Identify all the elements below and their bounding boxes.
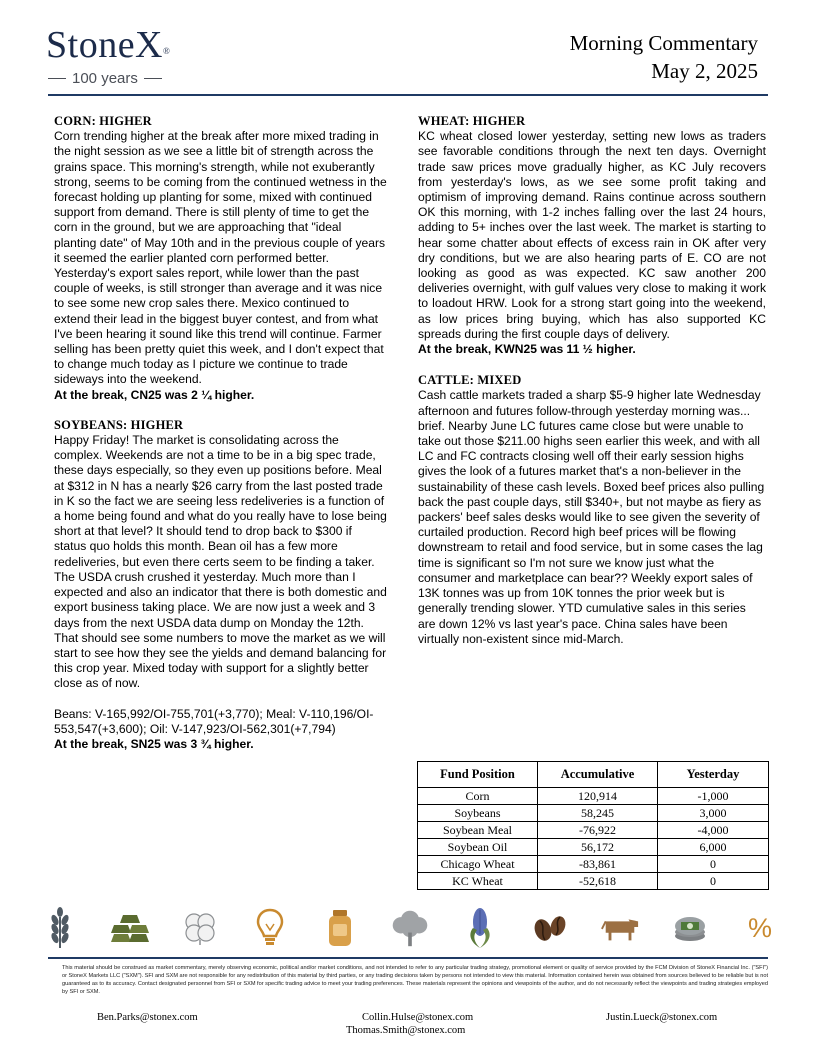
accumulative-cell: 58,245 [538, 805, 658, 822]
table-row [418, 856, 769, 873]
document-header [570, 29, 758, 85]
yesterday-cell: 3,000 [658, 805, 769, 822]
percent-icon: % [747, 912, 772, 943]
yesterday-cell: 0 [658, 856, 769, 873]
corn-cob-icon [460, 906, 500, 950]
accumulative-cell: -76,922 [538, 822, 658, 839]
fund-name-cell: Corn [418, 788, 538, 805]
table-row [418, 873, 769, 890]
cow-icon [600, 906, 640, 950]
accumulative-cell: -52,618 [538, 873, 658, 890]
soybeans-positions: Beans: V-165,992/OI-755,701(+3,770); Meal: V-110,196/OI-553,547(+3,600); Oil: V-147,923/OI-562,301(+7,794) [54, 706, 374, 736]
contact-email: Collin.Hulse@stonex.com [362, 1012, 474, 1023]
soybeans-break-price: At the break, SN25 was 3 ¾ higher. [54, 736, 254, 751]
yesterday-cell: 6,000 [658, 839, 769, 856]
soybeans-heading: SOYBEANS: HIGHER [54, 417, 184, 432]
contact-email: Justin.Lueck@stonex.com [606, 1012, 718, 1023]
fund-name-cell: Soybean Oil [418, 839, 538, 856]
table-row [418, 822, 769, 839]
left-column [54, 114, 387, 752]
accumulative-cell: -83,861 [538, 856, 658, 873]
column-header: Accumulative [538, 762, 658, 788]
commodity-icon-strip [40, 905, 780, 951]
right-column [418, 114, 766, 647]
corn-heading: CORN: HIGHER [54, 114, 152, 128]
registered-mark: ® [163, 46, 171, 56]
fund-position-table [417, 761, 769, 890]
table-header-row [418, 762, 769, 788]
cotton-boll-icon [180, 906, 220, 950]
footer-divider [48, 957, 768, 959]
yesterday-cell: 0 [658, 873, 769, 890]
cattle-heading: CATTLE: MIXED [418, 373, 522, 388]
cattle-commentary: Cash cattle markets traded a sharp $5-9 higher late Wednesday afternoon and futures follow-through yesterday morning was... brief. Nearby June LC futures came close but were unable to take out those $211.00 highs seen earlier this week, and with all LC and FC contracts closing well off their early session highs gives the look of a futures market that's a non-believer in the sustainability of these cash levels. Boxed beef prices also pulling back the past couple days, still $340+, but not maybe as fiery as packers' beef sales desks would like to see given the severity of curtailed production. Record high beef prices will be flowing downstream to retail and food service, but in some cases the lag time is significant so I'm not sure we know just what the consumer and marketplace can bear?? Weekly export sales of 13K tonnes was up from 10K tonnes the prior week but is generally trending slower. YTD cumulative sales in this series are down 12% vs last year's pace. China sales have been virtually non-existent since mid-March. [418, 388, 765, 646]
accumulative-cell: 120,914 [538, 788, 658, 805]
fund-name-cell: Soybean Meal [418, 822, 538, 839]
tree-icon [390, 906, 430, 950]
table-row [418, 805, 769, 822]
gold-bars-icon [110, 906, 150, 950]
logo-years-text: 100 years [72, 70, 138, 87]
legal-disclaimer: This material should be construed as market commentary, merely observing economic, political and/or market conditions, and not intended to refer to any particular trading strategy, promotional element or quality of service provided by the FCM Division of StoneX Financial Inc. ("SFI") or StoneX Markets LLC ("SXM"). SFI and SXM are not responsible for any redistribution of this material by third parties, or any trading decisions taken by persons not intended to view this material. Information contained herein was obtained from sources believed to be reliable but is not guaranteed as to its accuracy. Contact designated personnel from SFI or SXM for specific trading advice to meet your trading preferences. These materials represent the opinions and viewpoints of the author, and do not necessarily reflect the viewpoints and trading strategies employed by SFI or SXM. [62, 965, 768, 995]
yesterday-cell: -4,000 [658, 822, 769, 839]
contact-email: Ben.Parks@stonex.com [97, 1012, 198, 1023]
stonex-logo [46, 26, 196, 87]
document-title: Morning Commentary [569, 31, 758, 55]
yesterday-cell: -1,000 [658, 788, 769, 805]
logo-wordmark: StoneX® [46, 24, 171, 66]
accumulative-cell: 56,172 [538, 839, 658, 856]
soybeans-commentary: Happy Friday! The market is consolidating across the complex. Weekends are not a time to be in a big spec trade, these days especially, so they even up positions before. Meal at $312 in N has a nearly $26 carry from the last posted trade in K so the fact we are seeing less redeliveries is a function of a home being found and what do you really have to lose being short at that level? It should tend to drop back to $300 if status quo holds this month. Bean oil has a few more redeliveries, but even there certs seem to be finding a taker. The USDA crush crushed it yesterday. Much more than I expected and also an indicator that there is both domestic and export business taking place. We are now just a week and 3 days from the next USDA data dump on Monday the 12th. That should see some numbers to move the market as we will start to see how they see the yields and demand balancing for this crop year. Mixed today with support for a slightly better close as of now. [54, 433, 387, 691]
honey-jar-icon [320, 906, 360, 950]
contact-email: Thomas.Smith@stonex.com [346, 1025, 466, 1036]
wheat-commentary: KC wheat closed lower yesterday, setting new lows as traders see favorable conditions through the next ten days. Overnight trade saw prices move gradually higher, as KC July recovers from yesterday's lows, as we see some profit taking and optimism of improving demand. Rains continue across southern OK this morning, with 1-2 inches falling over the last 24 hours, adding to 5+ inches over the last week. The market is starting to hear some chatter about effects of excess rain in OK after very dry conditions, but we are also hearing parts of E. CO are not looking as good as was expected. KC saw another 200 deliveries overnight, with gulf values very close to making it work to loadout HRW. Look for a strong start going into the weekend, as low prices bring buying, which has also supported KC spreads during the first couple days of delivery. [418, 129, 766, 341]
fund-name-cell: Chicago Wheat [418, 856, 538, 873]
header-divider [48, 94, 768, 96]
currency-coins-icon [670, 906, 710, 950]
column-header: Yesterday [658, 762, 769, 788]
document-date: May 2, 2025 [651, 59, 758, 83]
logo-tagline [46, 70, 196, 87]
wheat-stalk-icon [40, 906, 80, 950]
fund-name-cell: Soybeans [418, 805, 538, 822]
corn-commentary: Corn trending higher at the break after more mixed trading in the night session as we see a little bit of strength across the grains space. This morning's strength, while not exuberantly strong, seems to be coming from the continued wetness in the forecast holding up planting for some, mixed with continued support from demand. There is still plenty of time to get the corn in the ground, but we are approaching that "ideal planting date" of May 10th and in the previous couple of years it seemed the earlier planted corn performed better. Yesterday's export sales report, while lower than the past couple of weeks, is still stronger than average and it was nice to see some new crop sales there. Mexico continued to extend their lead in the biggest buyer contest, and from what I've been hearing it sound like this trend will continue. Farmer selling has been pretty quiet this week, and I don't expect that to change much today as I picture we continue to trade sideways into the weekend. [54, 129, 387, 387]
corn-break-price: At the break, CN25 was 2 ¼ higher. [54, 387, 255, 402]
column-header: Fund Position [418, 762, 538, 788]
fund-name-cell: KC Wheat [418, 873, 538, 890]
table-row [418, 788, 769, 805]
lightbulb-icon [250, 906, 290, 950]
coffee-beans-icon [530, 906, 570, 950]
table-row [418, 839, 769, 856]
wheat-heading: WHEAT: HIGHER [418, 114, 526, 128]
wheat-break-price: At the break, KWN25 was 11 ½ higher. [418, 342, 636, 357]
